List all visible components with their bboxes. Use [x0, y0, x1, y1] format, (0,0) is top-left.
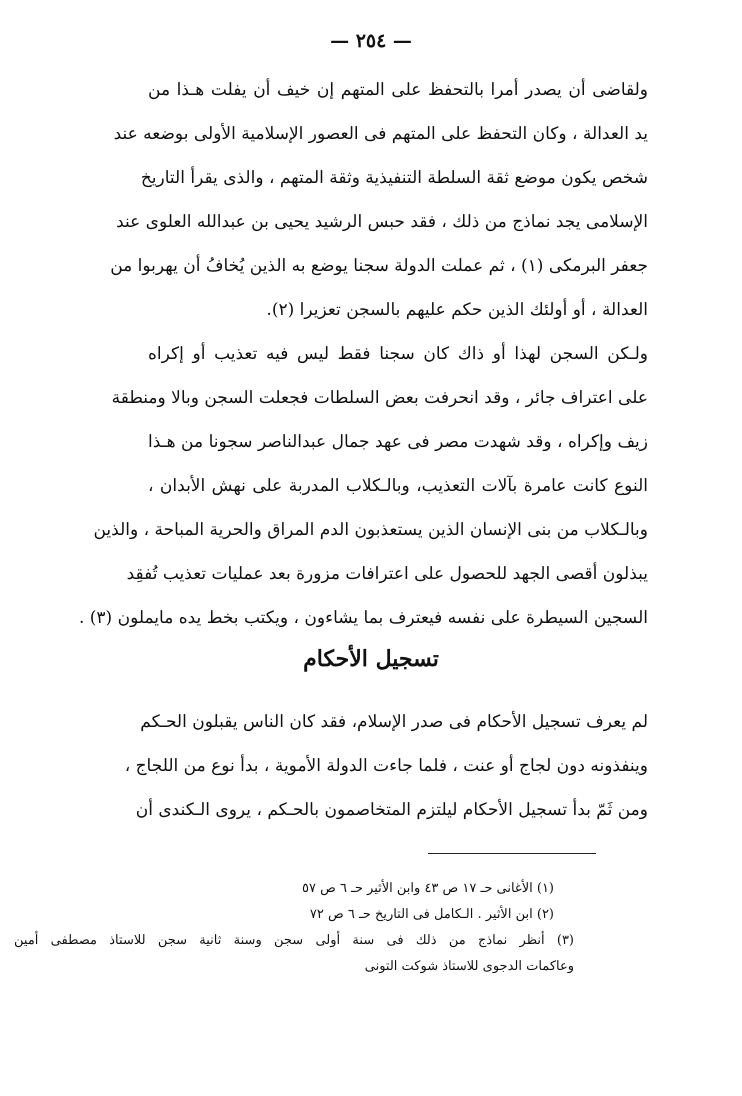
footnote-3-continued: وعاكمات الدجوى للاستاذ شوكت التونى — [364, 959, 574, 974]
footnote-1: (١) الأغانى حـ ١٧ ص ٤٣ وابن الأثير حـ ٦ ص ٥٧ — [301, 881, 554, 896]
text-line: يبذلون أقصى الجهد للحصول على اعترافات مزورة بعد عمليات تعذيب تُفقِد — [126, 564, 648, 584]
text-line: وينفذونه دون لجاج أو عنت ، فلما جاءت الدولة الأموية ، بدأ نوع من اللجاج ، — [124, 756, 648, 776]
text-line: لم يعرف تسجيل الأحكام فى صدر الإسلام، فقد كان الناس يقبلون الحـكم — [140, 712, 648, 732]
text-line: جعفر البرمكى (١) ، ثم عملت الدولة سجنا يوضع به الذين يُخافُ أن يهربوا من — [110, 256, 648, 276]
text-line: شخص يكون موضع ثقة السلطة التنفيذية وثقة المتهم ، والذى يقرأ التاريخ — [140, 168, 648, 188]
text-line: العدالة ، أو أولئك الذين حكم عليهم بالسجن تعزيرا (٢). — [266, 300, 648, 320]
text-line: ومن ثَمّ بدأ تسجيل الأحكام ليلتزم المتخاصمون بالحـكم ، يروى الـكندى أن — [135, 800, 648, 820]
text-line: النوع كانت عامرة بآلات التعذيب، وبالـكلاب المدربة على نهش الأبدان ، — [148, 476, 648, 496]
text-line: على اعتراف جائر ، وقد انحرفت بعض السلطات فجعلت السجن وبالا ومنطقة — [111, 388, 648, 408]
text-line: ولقاضى أن يصدر أمرا بالتحفظ على المتهم إن خيف أن يفلت هـذا من — [148, 80, 648, 100]
page-number: — ٢٥٤ — — [330, 30, 412, 52]
text-line: زيف وإكراه ، وقد شهدت مصر فى عهد جمال عبدالناصر سجونا من هـذا — [148, 432, 648, 452]
footnote-divider — [428, 853, 596, 854]
paragraph-prison — [78, 332, 648, 640]
text-line: ولـكن السجن لهذا أو ذاك كان سجنا فقط ليس فيه تعذيب أو إكراه — [148, 344, 648, 364]
footnote-3: (٣) أنظر نماذج من ذلك فى سنة أولى سجن وسنة ثانية سجن للاستاذ مصطفى أمين — [14, 933, 574, 948]
paragraph-registration — [124, 700, 648, 832]
paragraph-custody — [110, 68, 648, 332]
text-line: وبالـكلاب من بنى الإنسان الذين يستعذبون الدم المراق والحرية المباحة ، والذين — [93, 520, 648, 540]
footnotes — [14, 876, 574, 980]
section-heading: تسجيل الأحكام — [303, 646, 439, 672]
footnote-2: (٢) ابن الأثير . الـكامل فى التاريخ حـ ٦ ص ٧٢ — [309, 907, 554, 922]
text-line: السجين السيطرة على نفسه فيعترف بما يشاءون ، ويكتب بخط يده مايملون (٣) . — [78, 608, 648, 628]
text-line: يد العدالة ، وكان التحفظ على المتهم فى العصور الإسلامية الأولى بوضعه عند — [113, 124, 648, 144]
text-line: الإسلامى يجد نماذج من ذلك ، فقد حبس الرشيد يحيى بن عبدالله العلوى عند — [116, 212, 648, 232]
